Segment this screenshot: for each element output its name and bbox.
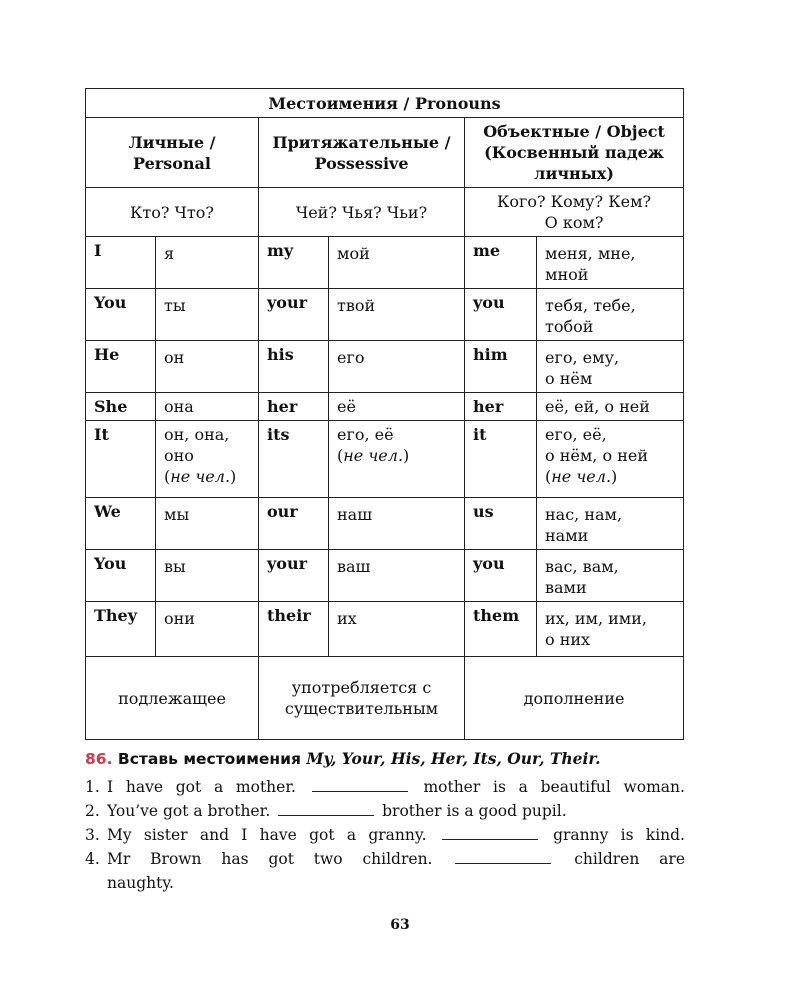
answer-blank[interactable] [455, 849, 551, 864]
ru-line: её [337, 397, 356, 416]
question-possessive: Чей? Чья? Чьи? [259, 188, 465, 237]
item-after: children are [574, 850, 685, 868]
question-personal: Кто? Что? [86, 188, 259, 237]
personal-ru [156, 602, 259, 657]
item-after: brother is a good pupil. [382, 802, 567, 820]
exercise-words: My, Your, His, Her, Its, Our, Their. [306, 749, 601, 768]
item-before: I have got a mother. [107, 778, 296, 796]
personal-en: You [86, 550, 156, 602]
footer-possessive-line: употребляется с [291, 678, 432, 697]
item-text [107, 847, 685, 895]
ru-line: его, её [337, 425, 394, 444]
note-text: не чел. [551, 467, 612, 486]
item-number: 3. [85, 826, 100, 844]
item-line [107, 847, 685, 871]
item-before: You’ve got a brother. [107, 802, 271, 820]
item-text [107, 775, 685, 799]
ru-line: он [164, 348, 185, 367]
footer-possessive-line: существительным [284, 699, 439, 718]
header-personal-line: Personal [133, 153, 211, 173]
ru-line: она [164, 397, 194, 416]
ru-line: его [337, 348, 365, 367]
object-ru [537, 341, 684, 393]
object-en: it [465, 421, 537, 498]
possessive-ru [329, 289, 465, 341]
ru-line: о нём [545, 369, 593, 388]
personal-en: It [86, 421, 156, 498]
ru-line: мной [545, 265, 589, 284]
personal-ru [156, 421, 259, 498]
possessive-ru [329, 550, 465, 602]
possessive-ru [329, 341, 465, 393]
ru-line: твой [337, 296, 376, 315]
ru-line: он, она, [164, 425, 230, 444]
item-before: Mr Brown has got two children. [107, 850, 433, 868]
ru-line: их, им, ими, [545, 609, 647, 628]
possessive-ru [329, 498, 465, 550]
footer-object: дополнение [465, 657, 684, 740]
possessive-en: your [259, 550, 329, 602]
personal-en: They [86, 602, 156, 657]
possessive-en: their [259, 602, 329, 657]
object-ru [537, 550, 684, 602]
ru-line: нас, нам, [545, 505, 623, 524]
item-number: 1. [85, 778, 100, 796]
ru-line: меня, мне, [545, 244, 636, 263]
item-text [107, 799, 685, 823]
header-possessive-line: Possessive [314, 153, 409, 173]
ru-line: мой [337, 244, 370, 263]
note-text: не чел. [170, 467, 231, 486]
object-en: you [465, 289, 537, 341]
personal-en: I [86, 237, 156, 289]
personal-ru [156, 237, 259, 289]
object-ru [537, 421, 684, 498]
personal-en: You [86, 289, 156, 341]
possessive-en: my [259, 237, 329, 289]
personal-en: He [86, 341, 156, 393]
ru-line: вас, вам, [545, 557, 619, 576]
question-object-line: Кого? Кому? Кем? [496, 192, 652, 211]
object-ru [537, 237, 684, 289]
personal-ru [156, 341, 259, 393]
possessive-ru [329, 393, 465, 421]
item-before: My sister and I have got a granny. [107, 826, 427, 844]
pronouns-table [85, 88, 684, 740]
ru-line: вами [545, 578, 587, 597]
footer-possessive [259, 657, 465, 740]
exercise-item [85, 799, 685, 823]
personal-ru [156, 498, 259, 550]
personal-ru [156, 289, 259, 341]
item-text [107, 823, 685, 847]
possessive-en: his [259, 341, 329, 393]
answer-blank[interactable] [312, 777, 408, 792]
header-personal [86, 118, 259, 188]
ru-note: (не чел.) [337, 446, 410, 465]
object-ru [537, 289, 684, 341]
question-object [465, 188, 684, 237]
ru-line: мы [164, 505, 190, 524]
possessive-ru [329, 421, 465, 498]
ru-note: (не чел.) [545, 467, 618, 486]
table-title: Местоимения / Pronouns [86, 89, 684, 118]
object-ru [537, 498, 684, 550]
object-en: me [465, 237, 537, 289]
header-object-line: (Косвенный падеж [484, 143, 664, 162]
header-personal-line: Личные / [128, 132, 216, 152]
exercise-instruction: Вставь местоимения [117, 750, 301, 768]
ru-line: его, ему, [545, 348, 620, 367]
object-en: him [465, 341, 537, 393]
item-after: granny is kind. [553, 826, 685, 844]
ru-line: ты [164, 296, 186, 315]
possessive-en: its [259, 421, 329, 498]
ru-line: его, её, [545, 425, 607, 444]
possessive-en: our [259, 498, 329, 550]
ru-line: о них [545, 630, 591, 649]
answer-blank[interactable] [442, 825, 538, 840]
exercise-item [85, 775, 685, 799]
page-number: 63 [390, 917, 410, 933]
ru-line: наш [337, 505, 373, 524]
personal-ru [156, 393, 259, 421]
object-en: them [465, 602, 537, 657]
ru-line: тебя, тебе, [545, 296, 636, 315]
header-possessive-line: Притяжательные / [272, 132, 451, 152]
item-number: 4. [85, 850, 100, 868]
header-object-line: личных) [534, 164, 614, 183]
possessive-ru [329, 237, 465, 289]
ru-line: их [337, 609, 357, 628]
object-ru [537, 393, 684, 421]
possessive-ru [329, 602, 465, 657]
personal-ru [156, 550, 259, 602]
possessive-en: her [259, 393, 329, 421]
object-en: you [465, 550, 537, 602]
ru-line: нами [545, 526, 589, 545]
item-continuation: naughty. [107, 874, 174, 892]
item-after: mother is a beautiful woman. [423, 778, 685, 796]
ru-line: тобой [545, 317, 594, 336]
header-object-line: Объектные / Object [483, 122, 665, 141]
ru-note: (не чел.) [164, 467, 237, 486]
exercise-item [85, 823, 685, 847]
ru-line: оно [164, 446, 194, 465]
exercise-number: 86. [85, 750, 113, 768]
object-ru [537, 602, 684, 657]
question-object-line: О ком? [544, 213, 604, 232]
personal-en: We [86, 498, 156, 550]
personal-en: She [86, 393, 156, 421]
answer-blank[interactable] [278, 801, 374, 816]
possessive-en: your [259, 289, 329, 341]
exercise-86 [85, 747, 685, 895]
ru-line: вы [164, 557, 186, 576]
ru-line: они [164, 609, 195, 628]
item-number: 2. [85, 802, 100, 820]
note-text: не чел. [343, 446, 404, 465]
ru-line: я [164, 244, 175, 263]
footer-personal: подлежащее [86, 657, 259, 740]
exercise-item [85, 847, 685, 895]
header-possessive [259, 118, 465, 188]
ru-line: о нём, о ней [545, 446, 648, 465]
object-en: us [465, 498, 537, 550]
object-en: her [465, 393, 537, 421]
exercise-heading [85, 747, 685, 771]
ru-line: ваш [337, 557, 371, 576]
header-object [465, 118, 684, 188]
ru-line: её, ей, о ней [545, 397, 650, 416]
